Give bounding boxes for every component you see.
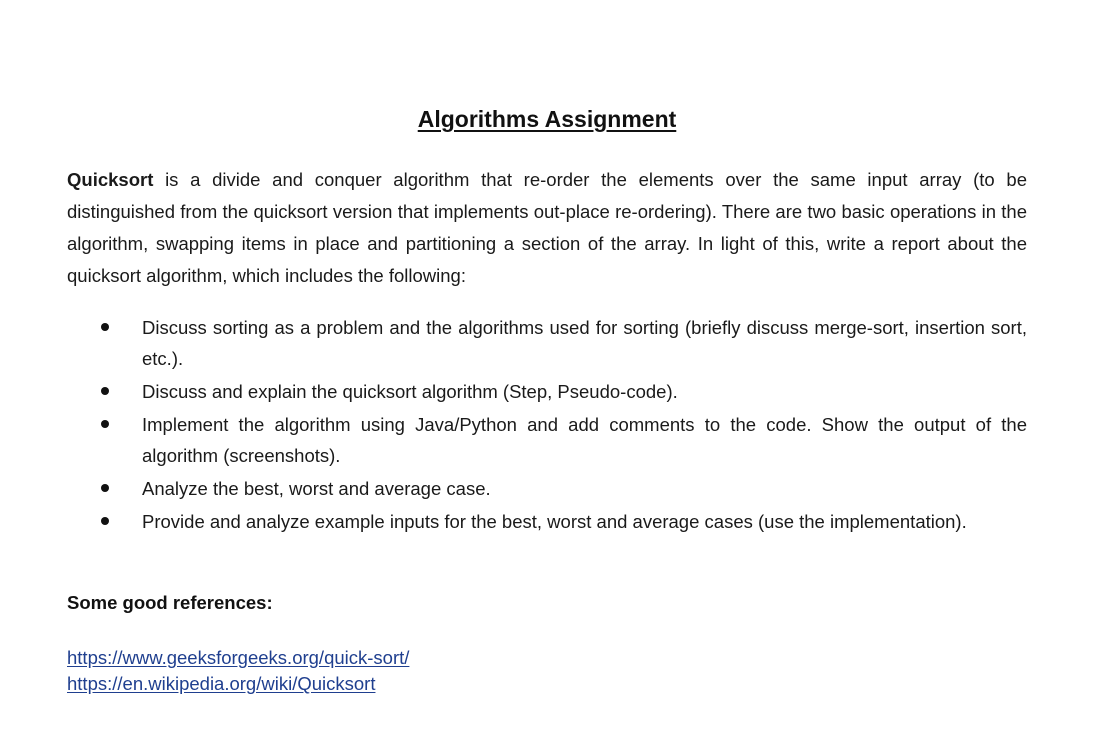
reference-link-geeksforgeeks[interactable]: https://www.geeksforgeeks.org/quick-sort/ xyxy=(67,647,410,668)
bullet-icon xyxy=(101,517,109,525)
references-heading: Some good references: xyxy=(67,592,273,613)
list-item xyxy=(100,312,1027,374)
reference-link-wikipedia[interactable]: https://en.wikipedia.org/wiki/Quicksort xyxy=(67,673,376,694)
bullet-icon xyxy=(101,323,109,331)
bullet-icon xyxy=(101,387,109,395)
bullet-icon xyxy=(101,484,109,492)
list-item xyxy=(100,506,1027,537)
requirements-list xyxy=(100,312,1027,539)
intro-text: is a divide and conquer algorithm that re-order the elements over the same input array (to be distinguished from the quicksort version that implements out-place re-ordering). There are two basic operations in the algorithm, swapping items in place and partitioning a section of the array. In light of this, write a report about the quicksort algorithm, which includes the following: xyxy=(67,169,1027,286)
bullet-icon xyxy=(101,420,109,428)
list-item-text: Implement the algorithm using Java/Python and add comments to the code. Show the output of the algorithm (screenshots). xyxy=(142,414,1027,466)
list-item-text: Discuss sorting as a problem and the algorithms used for sorting (briefly discuss merge-sort, insertion sort, etc.). xyxy=(142,317,1027,369)
intro-lead-term: Quicksort xyxy=(67,169,154,190)
list-item xyxy=(100,376,1027,407)
list-item-text: Provide and analyze example inputs for the best, worst and average cases (use the implementation). xyxy=(142,511,967,532)
list-item-text: Analyze the best, worst and average case. xyxy=(142,478,491,499)
document-title: Algorithms Assignment xyxy=(417,106,677,132)
intro-paragraph xyxy=(67,164,1027,292)
list-item xyxy=(100,473,1027,504)
references-links xyxy=(67,645,409,697)
list-item xyxy=(100,409,1027,471)
list-item-text: Discuss and explain the quicksort algorithm (Step, Pseudo-code). xyxy=(142,381,678,402)
